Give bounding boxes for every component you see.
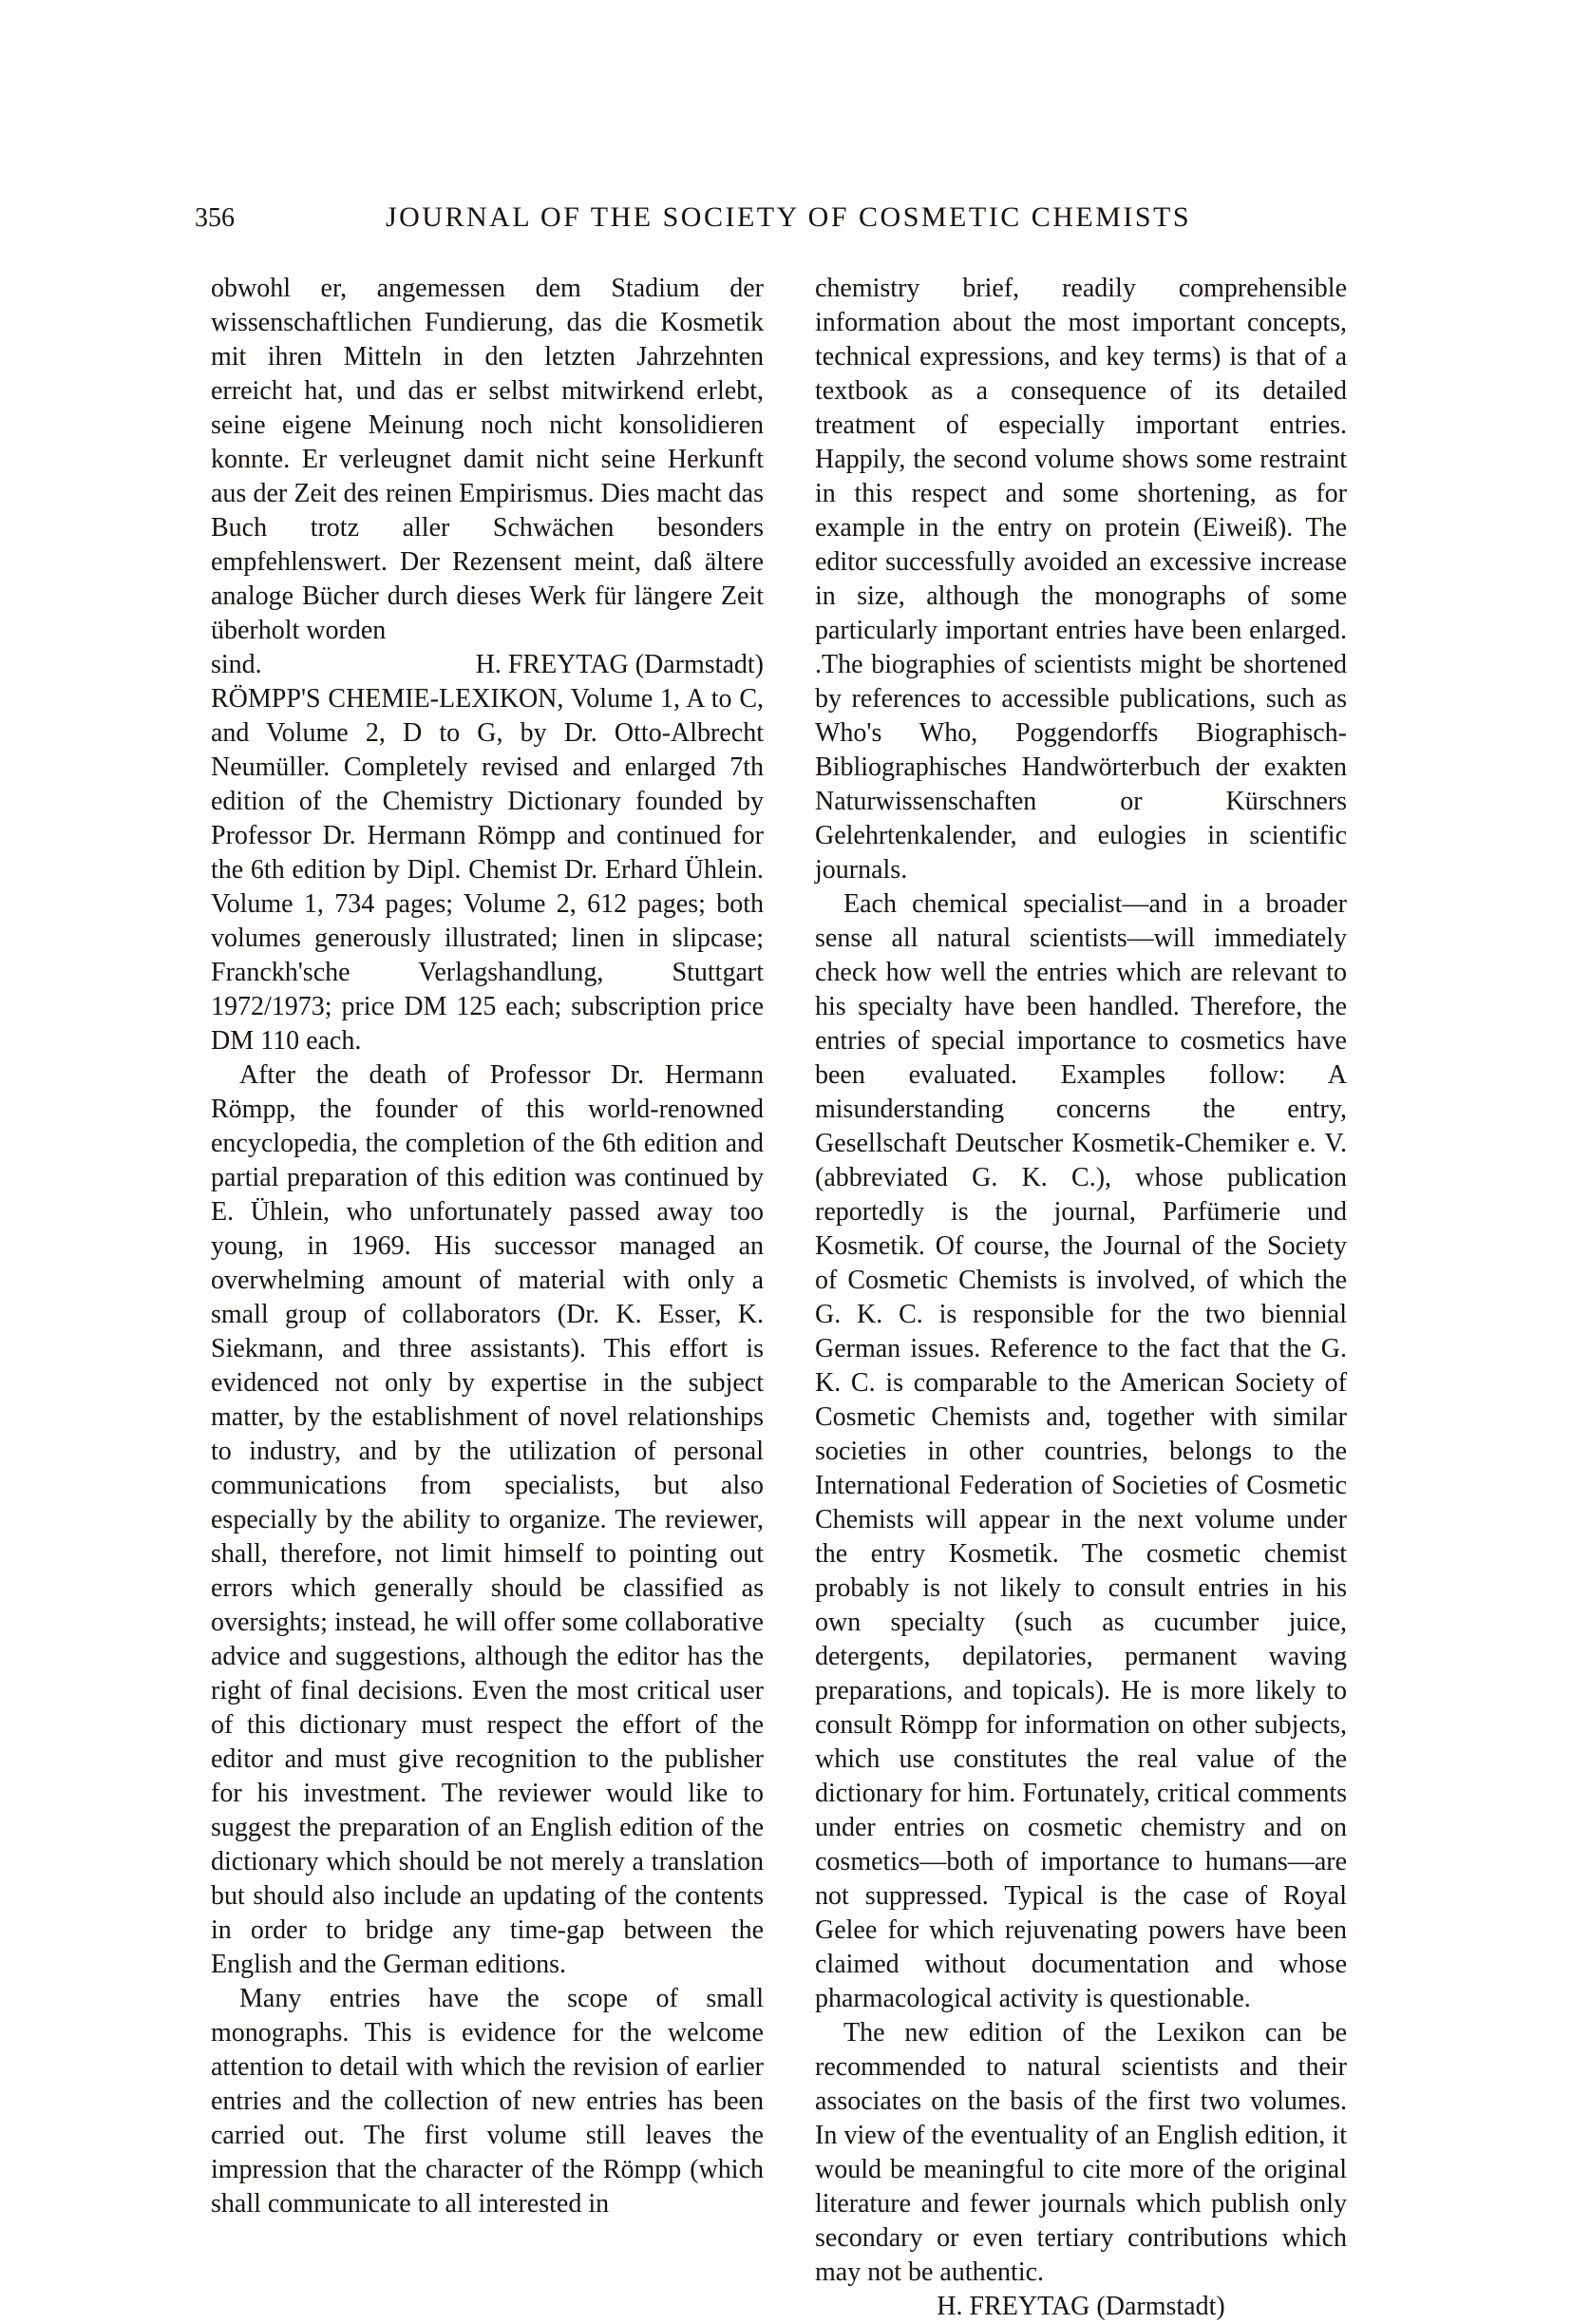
review-paragraph: Each chemical specialist—and in a broader sense all natural scientists—will immediately check how well the entries which are relevant to his specialty have been handled. Therefore, the entries of special importance to cosmetics have been evaluated. Examples follow: A misunderstanding concerns the entry, Gesellschaft Deutscher Kosmetik-Chemiker e. V. (abbreviated G. K. C.), whose publication reportedly is the journal, Parfümerie und Kosmetik. Of course, the Journal of the Society of Cosmetic Chemists is involved, of which the G. K. C. is responsible for the two biennial German issues. Reference to the fact that the G. K. C. is comparable to the American Society of Cosmetic Chemists and, together with similar societies in other countries, belongs to the International Federation of Societies of Cosmetic Chemists will appear in the next volume under the entry Kosmetik. The cosmetic chemist probably is not likely to consult entries in his own specialty (such as cucumber juice, detergents, depilatories, permanent waving preparations, and topicals). He is more likely to consult Römpp for information on other subjects, which use constitutes the real value of the dictionary for him. Fortunately, critical comments under entries on cosmetic chemistry and on cosmetics—both of importance to humans—are not suppressed. Typical is the case of Royal Gelee for which rejuvenating powers have been claimed without documentation and whose pharmacological activity is questionable.	[815, 889, 1347, 2013]
review-paragraph: After the death of Professor Dr. Hermann Römpp, the founder of this world-renowned encyclopedia, the completion of the 6th edition and partial preparation of this edition was continued by E. Ühlein, who unfortunately passed away too young, in 1969. His successor managed an overwhelming amount of material with only a small group of collaborators (Dr. K. Esser, K. Siekmann, and three assistants). This effort is evidenced not only by expertise in the subject matter, by the establishment of novel relationships to industry, and by the utilization of personal communications from specialists, but also especially by the ability to organize. The reviewer, shall, therefore, not limit himself to pointing out errors which generally should be classified as oversights; instead, he will offer some collaborative advice and suggestions, although the editor has the right of final decisions. Even the most critical user of this dictionary must respect the effort of the editor and must give recognition to the publisher for his investment. The reviewer would like to suggest the preparation of an English edition of the dictionary which should be not merely a translation but should also include an updating of the contents in order to bridge any time-gap between the English and the German editions.	[211, 1060, 764, 1979]
review-paragraph-continuation: chemistry brief, readily comprehensible information about the most important concepts, technical expressions, and key terms) is that of a textbook as a consequence of its detailed treatment of especially important entries. Happily, the second volume shows some restraint in this respect and some shortening, as for example in the entry on protein (Eiweiß). The editor successfully avoided an excessive increase in size, although the monographs of some particularly important entries have been enlarged. .The biographies of scientists might be shortened by references to accessible publications, such as Who's Who, Poggendorffs Biographisch-Bibliographisches Handwörterbuch der exakten Naturwissenschaften or Kürschners Gelehrtenkalender, and eulogies in scientific journals.	[815, 274, 1347, 885]
reviewer-signature: H. FREYTAG (Darmstadt)	[475, 650, 764, 679]
review-paragraph: Many entries have the scope of small monographs. This is evidence for the welcome attention to detail with which the revision of earlier entries and the collection of new entries has been carried out. The first volume still leaves the impression that the character of the Römpp (which shall communicate to all interested in	[211, 1984, 764, 2219]
book-citation-paragraph: RÖMPP'S CHEMIE-LEXIKON, Volume 1, A to C, and Volume 2, D to G, by Dr. Otto-Albrecht Neumüller. Completely revised and enlarged 7th edition of the Chemistry Dictionary founded by Professor Dr. Hermann Römpp and continued for the 6th edition by Dipl. Chemist Dr. Erhard Ühlein. Volume 1, 734 pages; Volume 2, 612 pages; both volumes generously illustrated; linen in slipcase; Franckh'sche Verlagshandlung, Stuttgart 1972/1973; price DM 125 each; subscription price DM 110 each.	[211, 684, 764, 1056]
journal-header-title: JOURNAL OF THE SOCIETY OF COSMETIC CHEMISTS	[385, 201, 1192, 233]
left-column	[211, 272, 764, 2221]
review-paragraph: The new edition of the Lexikon can be recommended to natural scientists and their associates on the basis of the first two volumes. In view of the eventuality of an English edition, it would be meaningful to cite more of the original literature and fewer journals which publish only secondary or even tertiary contributions which may not be authentic.	[815, 2018, 1347, 2287]
right-column	[815, 272, 1347, 2324]
review-paragraph-german: obwohl er, angemessen dem Stadium der wissenschaftlichen Fundierung, das die Kosmetik mit ihren Mitteln in den letzten Jahrzehnten erreicht hat, und das er selbst mitwirkend erlebt, seine eigene Meinung noch nicht konsolidieren konnte. Er verleugnet damit nicht seine Herkunft aus der Zeit des reinen Empirismus. Dies macht das Buch trotz aller Schwächen besonders empfehlenswert. Der Rezensent meint, daß ältere analoge Bücher durch dieses Werk für längere Zeit überholt worden	[211, 274, 764, 645]
review-closing-line	[211, 648, 764, 682]
page-number: 356	[195, 203, 235, 233]
reviewer-signature: H. FREYTAG (Darmstadt)	[937, 2292, 1225, 2321]
closing-word: sind.	[211, 650, 262, 679]
